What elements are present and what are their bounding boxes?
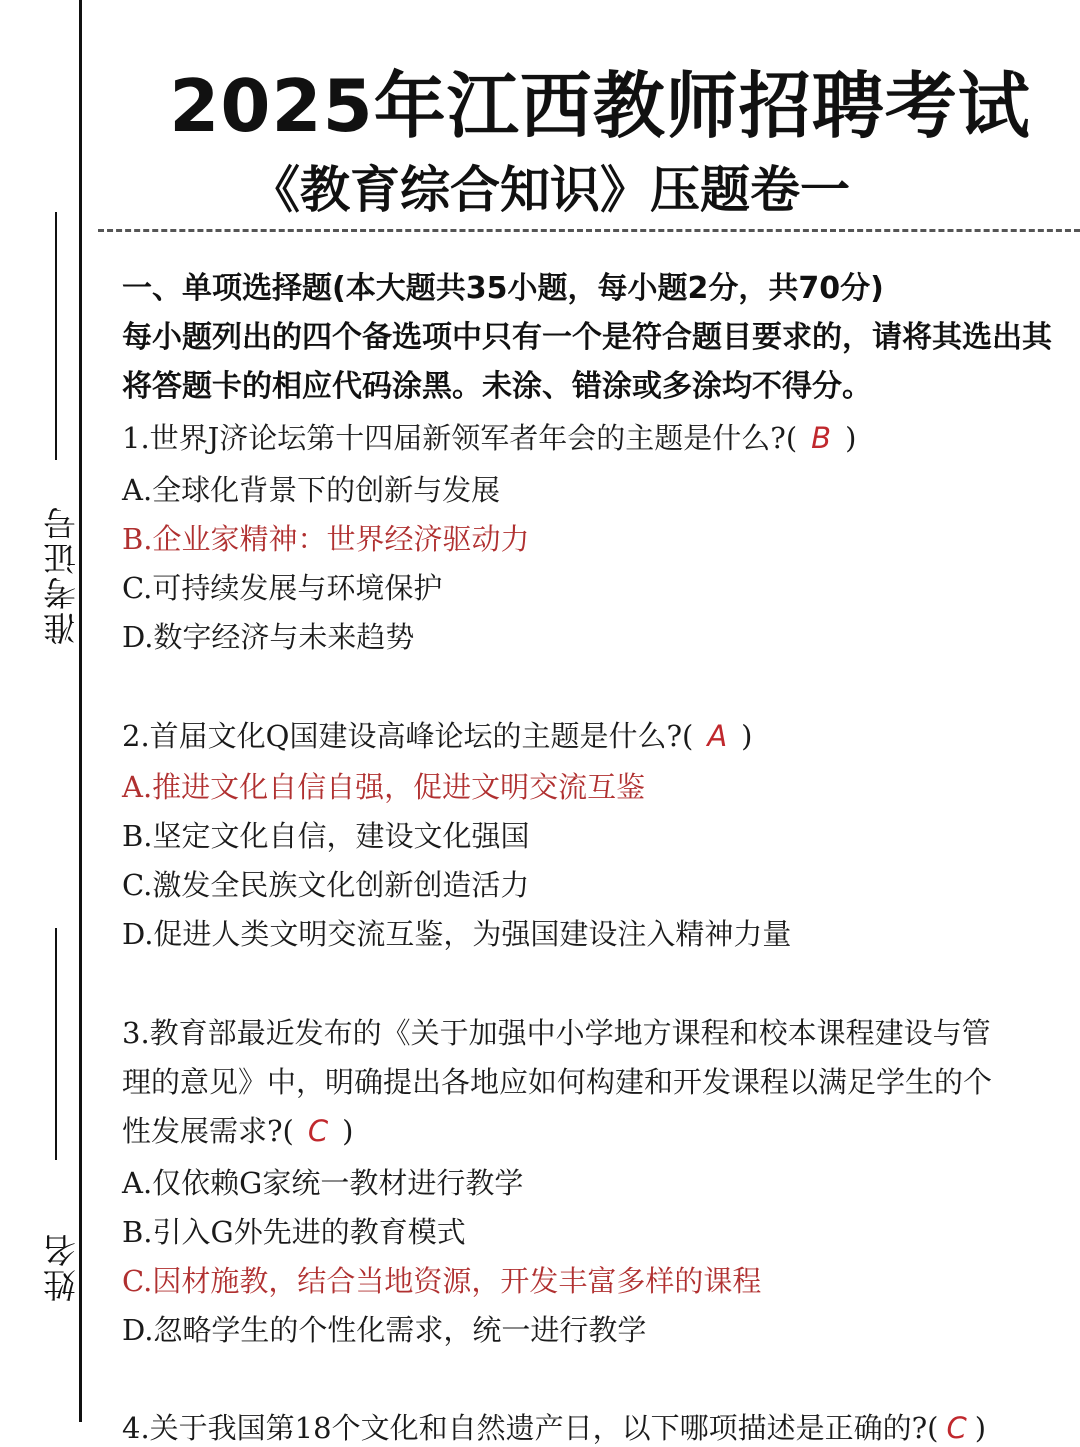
- question-4-answer-mark: C: [946, 1411, 967, 1445]
- question-2-stem: 2.首届文化Q国建设高峰论坛的主题是什么?( A ): [122, 719, 753, 753]
- name-label: 姓名: [42, 1232, 81, 1302]
- question-3-stem-line-1: 3.教育部最近发布的《关于加强中小学地方课程和校本课程建设与管: [122, 1016, 991, 1050]
- question-4-stem: 4.关于我国第18个文化和自然遗产日，以下哪项描述是正确的?( C ): [122, 1411, 987, 1445]
- binding-margin-line: [79, 0, 82, 1422]
- question-1-option-c: C.可持续发展与环境保护: [122, 571, 443, 605]
- question-3-option-a: A.仅依赖G家统一教材进行教学: [122, 1166, 524, 1200]
- question-3-option-d: D.忽略学生的个性化需求，统一进行教学: [122, 1313, 647, 1347]
- question-1-stem: 1.世界J济论坛第十四届新领军者年会的主题是什么?( B ): [122, 421, 857, 455]
- question-3-stem-line-3: 性发展需求?( C ): [122, 1114, 354, 1148]
- exam-id-label: 准考证号: [42, 505, 81, 645]
- question-2-option-a-correct: A.推进文化自信自强，促进文明交流互鉴: [122, 770, 646, 804]
- question-3-option-b: B.引入G外先进的教育模式: [122, 1215, 466, 1249]
- exam-id-blank-line: [55, 212, 57, 460]
- question-1-answer-mark: B: [811, 421, 832, 455]
- section-instruction: 每小题列出的四个备选项中只有一个是符合题目要求的，请将其选出其将答题卡的相应代码涂黑。未涂、错涂或多涂均不得分。: [122, 320, 1052, 404]
- question-3-answer-mark: C: [307, 1114, 329, 1148]
- name-blank-line: [55, 928, 57, 1160]
- question-3-stem-line-2: 理的意见》中，明确提出各地应如何构建和开发课程以满足学生的个: [122, 1065, 993, 1099]
- section-heading: 一、单项选择题(本大题共35小题，每小题2分，共70分): [122, 271, 884, 306]
- page-subtitle: 《教育综合知识》压题卷一: [250, 161, 850, 219]
- question-2-answer-mark: A: [707, 719, 728, 753]
- question-2-option-b: B.坚定文化自信，建设文化强国: [122, 819, 530, 853]
- question-2-option-d: D.促进人类文明交流互鉴，为强国建设注入精神力量: [122, 917, 792, 951]
- question-3-option-c-correct: C.因材施教，结合当地资源，开发丰富多样的课程: [122, 1264, 762, 1298]
- page-title: 2025年江西教师招聘考试: [169, 64, 1031, 148]
- question-2-option-c: C.激发全民族文化创新创造活力: [122, 868, 530, 902]
- dashed-divider: [98, 229, 1080, 232]
- question-1-option-b-correct: B.企业家精神：世界经济驱动力: [122, 522, 530, 556]
- question-1-option-a: A.全球化背景下的创新与发展: [122, 473, 501, 507]
- question-1-option-d: D.数字经济与未来趋势: [122, 620, 415, 654]
